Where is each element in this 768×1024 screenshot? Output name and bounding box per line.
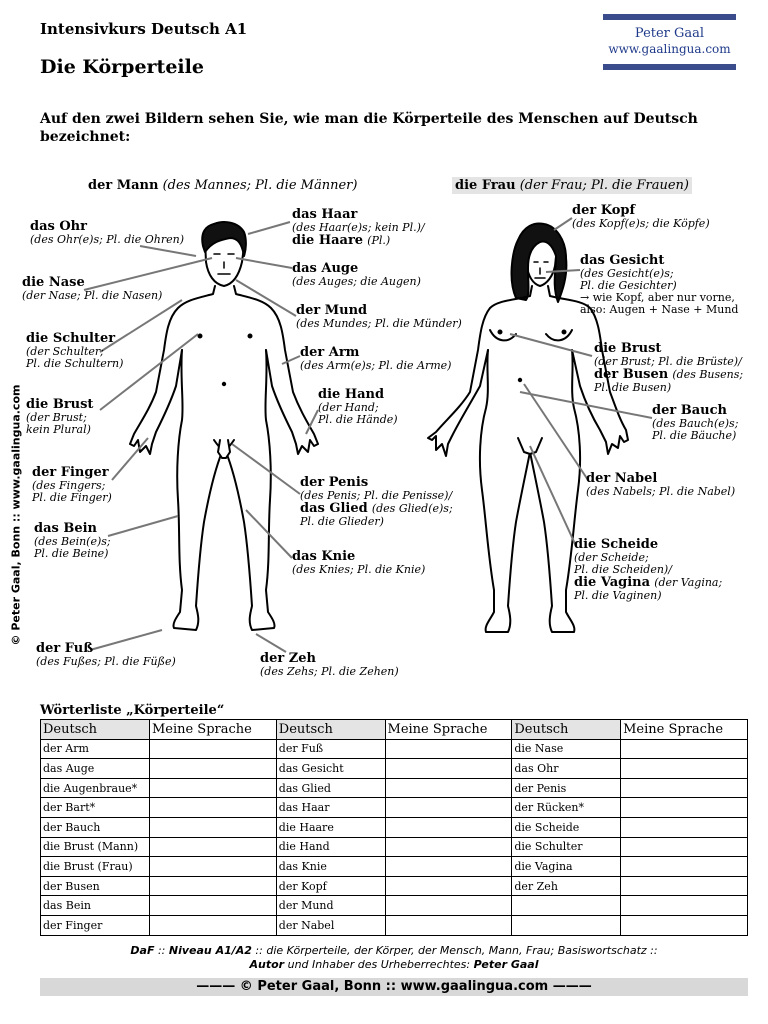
label-schulter-word: die Schulter	[26, 331, 116, 346]
label-bauch-gram2: Pl. die Bäuche)	[652, 429, 737, 442]
wordlist-translation-cell[interactable]	[385, 798, 512, 818]
wordlist-term: das Bein	[41, 896, 150, 916]
logo-name: Peter Gaal	[634, 26, 705, 41]
label-gesicht-gram1: (des Gesicht(e)s;	[580, 267, 674, 280]
wordlist-row	[41, 817, 748, 837]
label-brust-mann-gram1: (der Brust;	[26, 411, 87, 424]
course-title: Intensivkurs Deutsch A1	[40, 20, 248, 38]
col-header-meine-sprache: Meine Sprache	[385, 720, 512, 740]
col-header-deutsch: Deutsch	[276, 720, 385, 740]
col-header-meine-sprache: Meine Sprache	[621, 720, 748, 740]
col-header-deutsch: Deutsch	[41, 720, 150, 740]
label-glied-gram: (des Glied(e)s;	[371, 502, 453, 515]
wordlist-row	[41, 857, 748, 877]
label-auge-gram: (des Auges; die Augen)	[292, 275, 421, 288]
wordlist-translation-cell[interactable]	[385, 817, 512, 837]
wordlist-term: die Augenbraue*	[41, 778, 150, 798]
wordlist-term: das Ohr	[512, 759, 621, 779]
wordlist-translation-cell[interactable]	[149, 857, 276, 877]
wordlist-translation-cell[interactable]	[385, 739, 512, 759]
wordlist-term: das Gesicht	[276, 759, 385, 779]
label-kopf	[572, 204, 710, 230]
label-brust-mann-gram2: kein Plural)	[26, 423, 91, 436]
wordlist-term: der Arm	[41, 739, 150, 759]
page-title: Die Körperteile	[40, 56, 204, 78]
wordlist-term: der Busen	[41, 876, 150, 896]
label-bein	[34, 522, 111, 560]
wordlist-title: Wörterliste „Körperteile“	[40, 703, 225, 718]
wordlist-term: die Schulter	[512, 837, 621, 857]
wordlist-term: der Fuß	[276, 739, 385, 759]
label-brust-frau-gram: (der Brust; Pl. die Brüste)/	[594, 355, 742, 368]
col-header-meine-sprache: Meine Sprache	[149, 720, 276, 740]
footer-author-name: Peter Gaal	[473, 958, 539, 971]
footer-rights: und Inhaber des Urheberrechtes:	[284, 958, 474, 971]
wordlist-term: der Rücken*	[512, 798, 621, 818]
wordlist-header-row	[41, 720, 748, 740]
label-glied	[300, 502, 453, 516]
wordlist-term: das Knie	[276, 857, 385, 877]
label-vagina-gram: (der Vagina;	[654, 576, 723, 589]
wordlist-term: die Scheide	[512, 817, 621, 837]
label-vagina-word: die Vagina	[574, 575, 651, 590]
label-mund-gram: (des Mundes; Pl. die Münder)	[296, 317, 462, 330]
col-header-deutsch: Deutsch	[512, 720, 621, 740]
label-nabel-gram: (des Nabels; Pl. die Nabel)	[586, 485, 736, 498]
label-haare-gram: (Pl.)	[367, 234, 391, 247]
wordlist-term: der Nabel	[276, 915, 385, 935]
label-hand	[318, 388, 398, 426]
wordlist-term	[512, 896, 621, 916]
wordlist-translation-cell[interactable]	[621, 915, 748, 935]
label-knie-word: das Knie	[292, 549, 356, 564]
label-haar	[292, 208, 425, 248]
logo-url: www.gaalingua.com	[608, 42, 731, 56]
wordlist-term: die Hand	[276, 837, 385, 857]
label-scheide-gram1: (der Scheide;	[574, 551, 649, 564]
label-busen-gram: (des Busens;	[672, 368, 744, 381]
label-penis-gram: (des Penis; Pl. die Penisse)/	[300, 489, 453, 502]
label-scheide	[574, 538, 722, 602]
footer-line-2	[40, 958, 748, 972]
label-schulter-gram2: Pl. die Schultern)	[26, 357, 124, 370]
wordlist-translation-cell[interactable]	[621, 837, 748, 857]
label-gesicht-gram2: Pl. die Gesichter)	[580, 279, 677, 292]
wordlist-term: die Vagina	[512, 857, 621, 877]
label-gesicht-note1: → wie Kopf, aber nur vorne,	[580, 291, 735, 304]
wordlist-translation-cell[interactable]	[621, 896, 748, 916]
label-penis	[300, 476, 453, 528]
footer-level: Niveau A1/A2	[168, 944, 252, 957]
wordlist-row	[41, 876, 748, 896]
label-haar-gram: (des Haar(e)s; kein Pl.)/	[292, 221, 425, 234]
label-haare	[292, 234, 425, 248]
wordlist-term: der Kopf	[276, 876, 385, 896]
label-schulter-gram1: (der Schulter;	[26, 345, 104, 358]
label-finger-gram1: (des Fingers;	[32, 479, 106, 492]
label-knie-gram: (des Knies; Pl. die Knie)	[292, 563, 426, 576]
label-nase-word: die Nase	[22, 275, 85, 290]
label-mund	[296, 304, 462, 330]
label-bein-gram2: Pl. die Beine)	[34, 547, 109, 560]
wordlist-translation-cell[interactable]	[385, 778, 512, 798]
wordlist-translation-cell[interactable]	[385, 857, 512, 877]
wordlist-row	[41, 759, 748, 779]
wordlist-translation-cell[interactable]	[149, 759, 276, 779]
wordlist-translation-cell[interactable]	[149, 739, 276, 759]
label-schulter	[26, 332, 123, 370]
label-gesicht-word: das Gesicht	[580, 253, 665, 268]
label-brust-frau-word: die Brust	[594, 341, 662, 356]
wordlist-translation-cell[interactable]	[149, 817, 276, 837]
label-ohr	[30, 220, 184, 246]
label-ohr-word: das Ohr	[30, 219, 87, 234]
wordlist-translation-cell[interactable]	[621, 739, 748, 759]
label-brust-mann	[26, 398, 93, 436]
label-brust-frau	[594, 342, 743, 394]
wordlist-row	[41, 837, 748, 857]
label-kopf-gram: (des Kopf(e)s; die Köpfe)	[572, 217, 710, 230]
wordlist-term: das Glied	[276, 778, 385, 798]
label-brust-mann-word: die Brust	[26, 397, 94, 412]
wordlist-term: die Haare	[276, 817, 385, 837]
wordlist-translation-cell[interactable]	[149, 915, 276, 935]
wordlist-translation-cell[interactable]	[149, 798, 276, 818]
wordlist-translation-cell[interactable]	[621, 876, 748, 896]
intro-text: Auf den zwei Bildern sehen Sie, wie man die Körperteile des Menschen auf Deutsch bezeichnet:	[40, 111, 698, 145]
wordlist-translation-cell[interactable]	[621, 778, 748, 798]
wordlist-term: die Brust (Mann)	[41, 837, 150, 857]
label-ohr-gram: (des Ohr(e)s; Pl. die Ohren)	[30, 233, 185, 246]
wordlist-term: der Bauch	[41, 817, 150, 837]
label-bein-word: das Bein	[34, 521, 98, 536]
label-bauch	[652, 404, 738, 442]
label-arm-word: der Arm	[300, 345, 360, 360]
label-gesicht-note2: also: Augen + Nase + Mund	[580, 303, 739, 316]
wordlist-translation-cell[interactable]	[621, 759, 748, 779]
wordlist-term	[512, 915, 621, 935]
label-penis-word: der Penis	[300, 475, 369, 490]
label-hand-gram2: Pl. die Hände)	[318, 413, 398, 426]
man-heading-gram: (des Mannes; Pl. die Männer)	[162, 178, 358, 193]
wordlist-translation-cell[interactable]	[385, 915, 512, 935]
woman-heading-gram: (der Frau; Pl. die Frauen)	[519, 178, 689, 193]
footer-keywords	[40, 944, 748, 972]
label-vagina-gram4: Pl. die Vaginen)	[574, 589, 662, 602]
wordlist-term: der Mund	[276, 896, 385, 916]
label-fuss	[36, 642, 176, 668]
wordlist-translation-cell[interactable]	[149, 837, 276, 857]
footer-author-label: Autor	[249, 958, 285, 971]
label-arm-gram: (des Arm(e)s; Pl. die Arme)	[300, 359, 452, 372]
wordlist-row	[41, 896, 748, 916]
label-bauch-word: der Bauch	[652, 403, 727, 418]
wordlist-translation-cell[interactable]	[385, 876, 512, 896]
label-arm	[300, 346, 451, 372]
wordlist-translation-cell[interactable]	[385, 837, 512, 857]
label-bein-gram1: (des Bein(e)s;	[34, 535, 111, 548]
wordlist-translation-cell[interactable]	[621, 798, 748, 818]
label-knie	[292, 550, 425, 576]
label-nabel	[586, 472, 735, 498]
wordlist-term: der Zeh	[512, 876, 621, 896]
label-fuss-word: der Fuß	[36, 641, 94, 656]
wordlist-body	[41, 739, 748, 935]
label-busen	[594, 368, 743, 382]
label-scheide-word: die Scheide	[574, 537, 659, 552]
label-vagina	[574, 576, 722, 590]
wordlist-row	[41, 739, 748, 759]
wordlist-translation-cell[interactable]	[385, 896, 512, 916]
label-auge-word: das Auge	[292, 261, 359, 276]
wordlist-translation-cell[interactable]	[149, 778, 276, 798]
label-finger	[32, 466, 112, 504]
wordlist-term: das Auge	[41, 759, 150, 779]
label-glied-gram3: Pl. die Glieder)	[300, 515, 384, 528]
label-busen-word: der Busen	[594, 367, 669, 382]
man-heading-word: der Mann	[88, 178, 159, 193]
label-hand-gram1: (der Hand;	[318, 401, 379, 414]
label-glied-word: das Glied	[300, 501, 368, 516]
woman-heading-word: die Frau	[455, 178, 516, 193]
wordlist-translation-cell[interactable]	[621, 817, 748, 837]
wordlist-translation-cell[interactable]	[149, 896, 276, 916]
label-finger-gram2: Pl. die Finger)	[32, 491, 112, 504]
wordlist-row	[41, 915, 748, 935]
label-bauch-gram1: (des Bauch(e)s;	[652, 417, 739, 430]
label-fuss-gram: (des Fußes; Pl. die Füße)	[36, 655, 176, 668]
wordlist-row	[41, 778, 748, 798]
label-nase-gram: (der Nase; Pl. die Nasen)	[22, 289, 163, 302]
wordlist-term: die Nase	[512, 739, 621, 759]
label-finger-word: der Finger	[32, 465, 109, 480]
label-nabel-word: der Nabel	[586, 471, 658, 486]
wordlist-translation-cell[interactable]	[621, 857, 748, 877]
label-hand-word: die Hand	[318, 387, 385, 402]
label-zeh-gram: (des Zehs; Pl. die Zehen)	[260, 665, 399, 678]
wordlist-term: der Finger	[41, 915, 150, 935]
wordlist-row	[41, 798, 748, 818]
footer-topics: :: die Körperteile, der Körper, der Mensch, Mann, Frau; Basiswortschatz ::	[251, 944, 658, 957]
label-zeh-word: der Zeh	[260, 651, 316, 666]
footer-bar: ——— © Peter Gaal, Bonn :: www.gaalingua.com ———	[40, 978, 748, 996]
wordlist-term: das Haar	[276, 798, 385, 818]
label-kopf-word: der Kopf	[572, 203, 636, 218]
footer-sep: ::	[154, 944, 169, 957]
wordlist-term: die Brust (Frau)	[41, 857, 150, 877]
label-nase	[22, 276, 162, 302]
label-auge	[292, 262, 421, 288]
side-copyright-text: © Peter Gaal, Bonn :: www.gaalingua.com	[9, 384, 23, 646]
label-scheide-gram2: Pl. die Scheiden)/	[574, 563, 672, 576]
footer-line-1	[40, 944, 748, 958]
wordlist-term: der Bart*	[41, 798, 150, 818]
wordlist-table	[40, 719, 748, 936]
wordlist-translation-cell[interactable]	[385, 759, 512, 779]
label-gesicht	[580, 254, 738, 316]
label-busen-gram3: Pl. die Busen)	[594, 381, 672, 394]
label-haare-word: die Haare	[292, 233, 364, 248]
label-haar-word: das Haar	[292, 207, 358, 222]
wordlist-term: der Penis	[512, 778, 621, 798]
footer-daf: DaF	[130, 944, 155, 957]
label-mund-word: der Mund	[296, 303, 368, 318]
label-zeh	[260, 652, 399, 678]
wordlist-translation-cell[interactable]	[149, 876, 276, 896]
